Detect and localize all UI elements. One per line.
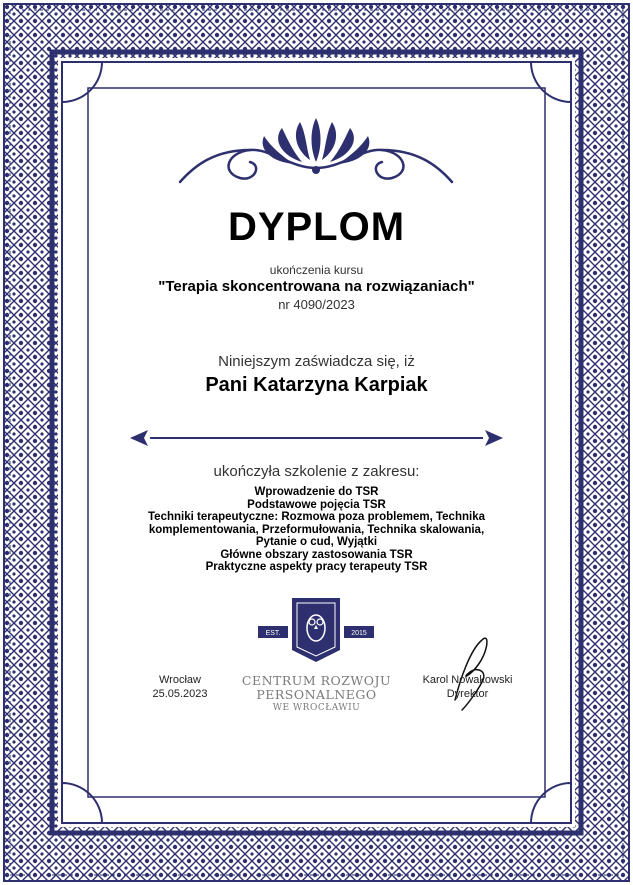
logo-est-label: EST. [265, 630, 281, 637]
director-title: Dyrektor [446, 688, 489, 700]
course-name: "Terapia skoncentrowana na rozwiązaniach" [158, 278, 475, 295]
director-block [410, 673, 525, 701]
diploma-title: DYPLOM [227, 205, 406, 249]
diploma-subtitle: ukończenia kursu [269, 263, 364, 277]
scope-item: Główne obszary zastosowania TSR [220, 548, 413, 561]
scope-item: Wprowadzenie do TSR [254, 486, 379, 498]
scope-item: Podstawowe pojęcia TSR [247, 498, 386, 511]
place: Wrocław [159, 674, 201, 686]
course-number: nr 4090/2023 [278, 297, 355, 312]
logo-text-line1: CENTRUM ROZWOJU [241, 673, 392, 688]
place-date-block [130, 673, 230, 701]
logo-text-line2: PERSONALNEGO [256, 687, 377, 702]
scope-item: komplementowania, Przeformułowania, Technika skalowania, [148, 523, 485, 536]
logo-text-line3: WE WROCŁAWIU [272, 703, 361, 713]
director-name: Karol Nowakowski [422, 674, 513, 686]
issue-date: 25.05.2023 [152, 688, 208, 700]
scope-list [100, 486, 533, 574]
scope-intro: ukończyła szkolenie z zakresu: [213, 463, 420, 480]
certification-intro: Niniejszym zaświadcza się, iż [218, 353, 415, 370]
scope-item: Praktyczne aspekty pracy terapeuty TSR [205, 561, 428, 573]
scope-item: Pytanie o cud, Wyjątki [255, 536, 378, 548]
scope-item: Techniki terapeutyczne: Rozmowa poza problemem, Technika [148, 511, 485, 523]
recipient-name: Pani Katarzyna Karpiak [205, 374, 428, 396]
logo-year: 2015 [351, 630, 367, 637]
